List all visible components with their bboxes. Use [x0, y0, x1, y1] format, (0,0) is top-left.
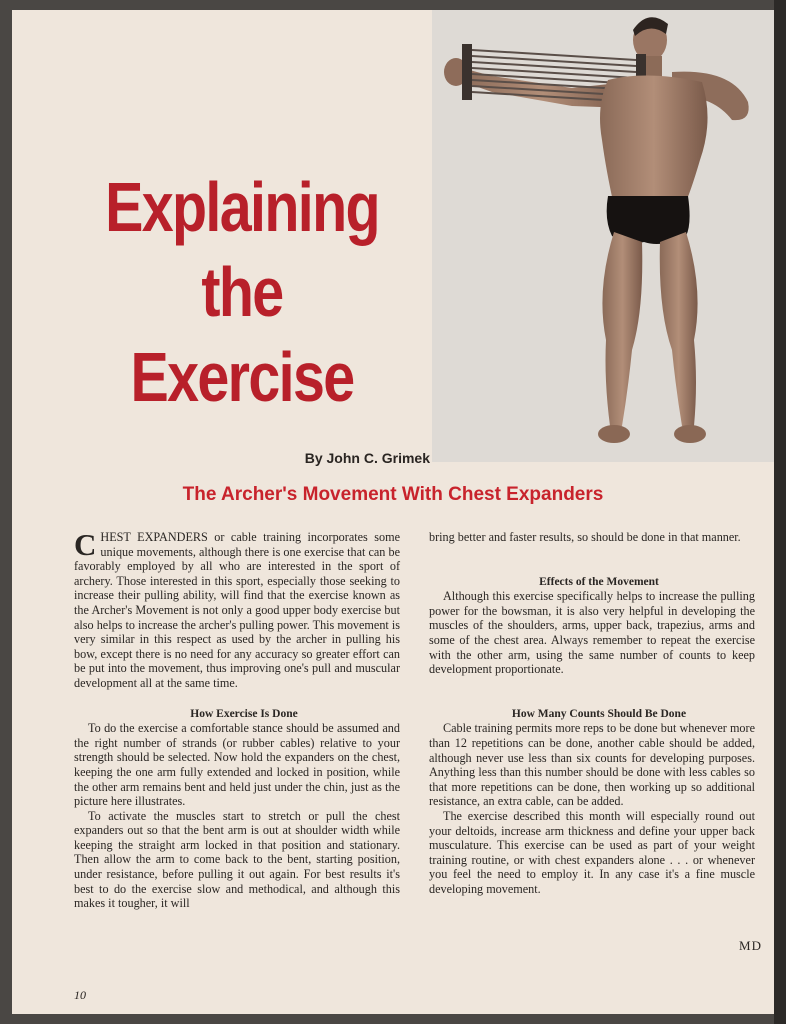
- paragraph: Cable training permits more reps to be done but whenever more than 12 repetitions can be done, another cable should be added, although never use less than six counts for developing purposes. Anything less than this number should be done with less cables so that more repetitions can be done, then working up so additional resistance, an extra cable, can be added.: [429, 721, 755, 809]
- title-line-3: Exercise: [130, 338, 354, 416]
- athlete-figure: [432, 10, 774, 462]
- title-line-2: the: [201, 253, 283, 331]
- section-heading: How Many Counts Should Be Done: [511, 707, 687, 720]
- section-heading: How Exercise Is Done: [190, 707, 298, 720]
- text-column-left: [74, 527, 400, 911]
- magazine-page: [12, 10, 774, 1014]
- paragraph: To activate the muscles start to stretch or pull the chest expanders out so that the bent arm is out at shoulder width while keeping the straight arm locked in that position and stationary. Then allow the arm to come back to the bent, starting position, under resistance, before pulling it out again. For best results it's best to do the exercise slow and methodical, and although this makes it tougher, it will: [74, 808, 400, 911]
- intro-text: or cable training incorporates some unique movements, although there is one exercise that can be favorably employed by all who are interested in the sport of archery. Those interested in this sport, especially those seeking to increase their pulling ability, will find that the exercise known as the Archer's Movement is not only a good upper body exercise but also helps to increase the archer's pulling power. This movement is very similar in this respect as used by the archer in pulling his bow, except there is no need for any accuracy so greater effort can be put into the movement, thus improving one's pull and muscular development all at the same time.: [74, 530, 400, 690]
- intro-paragraph: [74, 527, 400, 691]
- paragraph: The exercise described this month will especially round out your deltoids, increase arm thickness and define your upper back musculature. This exercise can be used as part of your weight training routine, or with chest expanders alone . . . or whenever you feel the need to employ it. In any case it's a fine muscle developing movement.: [429, 808, 755, 896]
- article-subtitle: The Archer's Movement With Chest Expanders: [182, 484, 604, 505]
- athlete-photo: [432, 10, 774, 462]
- paragraph: To do the exercise a comfortable stance should be assumed and the right number of strands (or rubber cables) relative to your strength should be selected. Now hold the expanders on the chest, keeping the one arm fully extended and locked in position, while the other arm remains bent and held just under the chin, just as the picture here illustrates.: [74, 721, 400, 809]
- paragraph: bring better and faster results, so should be done in that manner.: [429, 530, 741, 544]
- page-edge: [774, 0, 786, 1024]
- text-column-right: [429, 530, 755, 896]
- drop-cap: C: [74, 527, 97, 562]
- title-line-1: Explaining: [105, 168, 379, 246]
- author-initials: MD: [739, 938, 762, 953]
- section-heading: Effects of the Movement: [539, 575, 659, 588]
- lead-in: HEST EXPANDERS: [100, 530, 208, 544]
- page-number: 10: [74, 988, 86, 1002]
- byline: By John C. Grimek: [304, 450, 430, 466]
- article-title: [103, 165, 382, 420]
- paragraph: Although this exercise specifically helps to increase the pulling power for the bowsman, it is also very helpful in developing the muscles of the shoulders, arms, upper back, trapezius, arms and some of the chest area. Always remember to repeat the exercise with the other arm, using the same number of counts to keep development proportionate.: [429, 589, 755, 677]
